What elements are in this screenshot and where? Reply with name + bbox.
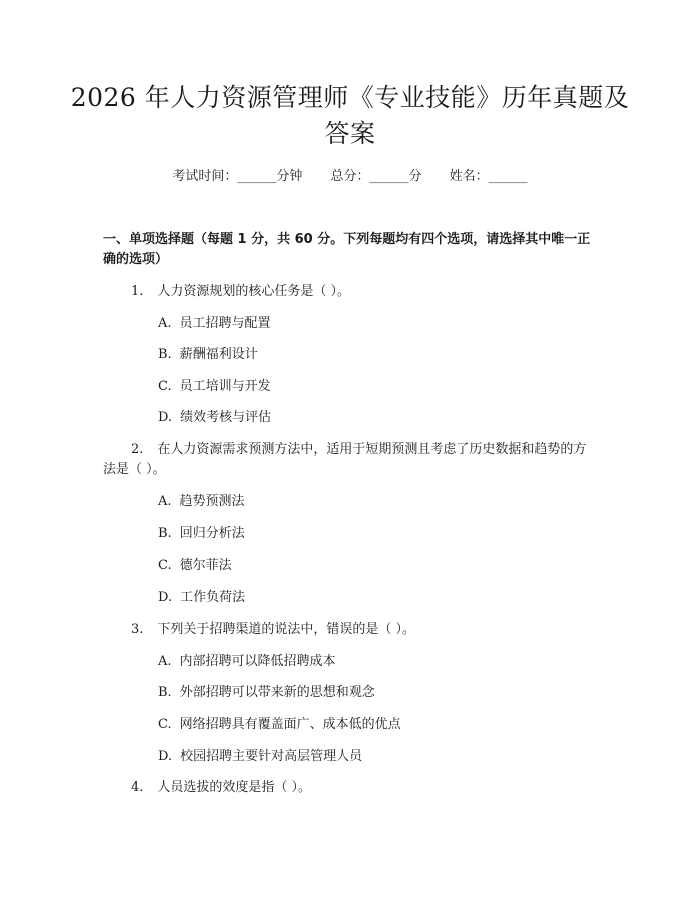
exam-name: 姓名：______ bbox=[449, 169, 528, 184]
question-2 bbox=[103, 440, 597, 480]
question-number: 3. bbox=[131, 622, 144, 637]
option-letter: B. bbox=[158, 526, 172, 541]
option-1d bbox=[158, 408, 271, 428]
question-stem: 下列关于招聘渠道的说法中，错误的是（ ）。 bbox=[157, 622, 416, 637]
option-text: 回归分析法 bbox=[179, 526, 245, 541]
question-stem: 人员选拔的效度是指（ ）。 bbox=[157, 780, 312, 795]
option-2c bbox=[158, 556, 232, 576]
option-3c bbox=[158, 715, 401, 735]
question-number: 4. bbox=[131, 780, 144, 795]
option-letter: B. bbox=[158, 347, 172, 362]
option-text: 网络招聘具有覆盖面广、成本低的优点 bbox=[179, 717, 401, 732]
option-letter: C. bbox=[158, 717, 172, 732]
option-2d bbox=[158, 588, 245, 608]
exam-time: 考试时间：______分钟 bbox=[172, 169, 303, 184]
option-letter: B. bbox=[158, 685, 172, 700]
option-1a bbox=[158, 314, 271, 334]
option-letter: A. bbox=[158, 654, 172, 669]
question-stem: 在人力资源需求预测方法中，适用于短期预测且考虑了历史数据和趋势的方法是（ ）。 bbox=[103, 442, 587, 477]
option-3a bbox=[158, 652, 336, 672]
option-1b bbox=[158, 345, 258, 365]
option-letter: D. bbox=[158, 749, 173, 764]
exam-score: 总分：______分 bbox=[330, 169, 422, 184]
option-letter: C. bbox=[158, 558, 172, 573]
option-text: 薪酬福利设计 bbox=[179, 347, 258, 362]
option-text: 德尔菲法 bbox=[179, 558, 232, 573]
option-3d bbox=[158, 747, 362, 767]
option-3b bbox=[158, 683, 375, 703]
option-letter: C. bbox=[158, 379, 172, 394]
option-2b bbox=[158, 524, 245, 544]
option-2a bbox=[158, 492, 245, 512]
question-4 bbox=[103, 778, 597, 798]
question-stem: 人力资源规划的核心任务是（ ）。 bbox=[157, 284, 351, 299]
option-text: 绩效考核与评估 bbox=[180, 410, 272, 425]
exam-meta bbox=[0, 168, 700, 186]
question-1 bbox=[103, 282, 597, 302]
question-number: 1. bbox=[131, 284, 144, 299]
question-number: 2. bbox=[131, 442, 144, 457]
option-letter: A. bbox=[158, 494, 172, 509]
section-heading: 一、单项选择题（每题 1 分，共 60 分。下列每题均有四个选项，请选择其中唯一正确的选项） bbox=[103, 232, 591, 267]
option-letter: A. bbox=[158, 316, 172, 331]
option-text: 工作负荷法 bbox=[180, 590, 246, 605]
option-text: 员工招聘与配置 bbox=[179, 316, 271, 331]
option-1c bbox=[158, 377, 271, 397]
option-text: 趋势预测法 bbox=[179, 494, 245, 509]
option-letter: D. bbox=[158, 410, 173, 425]
option-text: 内部招聘可以降低招聘成本 bbox=[179, 654, 336, 669]
document-title: 2026 年人力资源管理师《专业技能》历年真题及答案 bbox=[70, 83, 630, 148]
option-text: 校园招聘主要针对高层管理人员 bbox=[180, 749, 363, 764]
option-text: 员工培训与开发 bbox=[179, 379, 271, 394]
question-3 bbox=[103, 620, 597, 640]
option-text: 外部招聘可以带来新的思想和观念 bbox=[179, 685, 375, 700]
option-letter: D. bbox=[158, 590, 173, 605]
